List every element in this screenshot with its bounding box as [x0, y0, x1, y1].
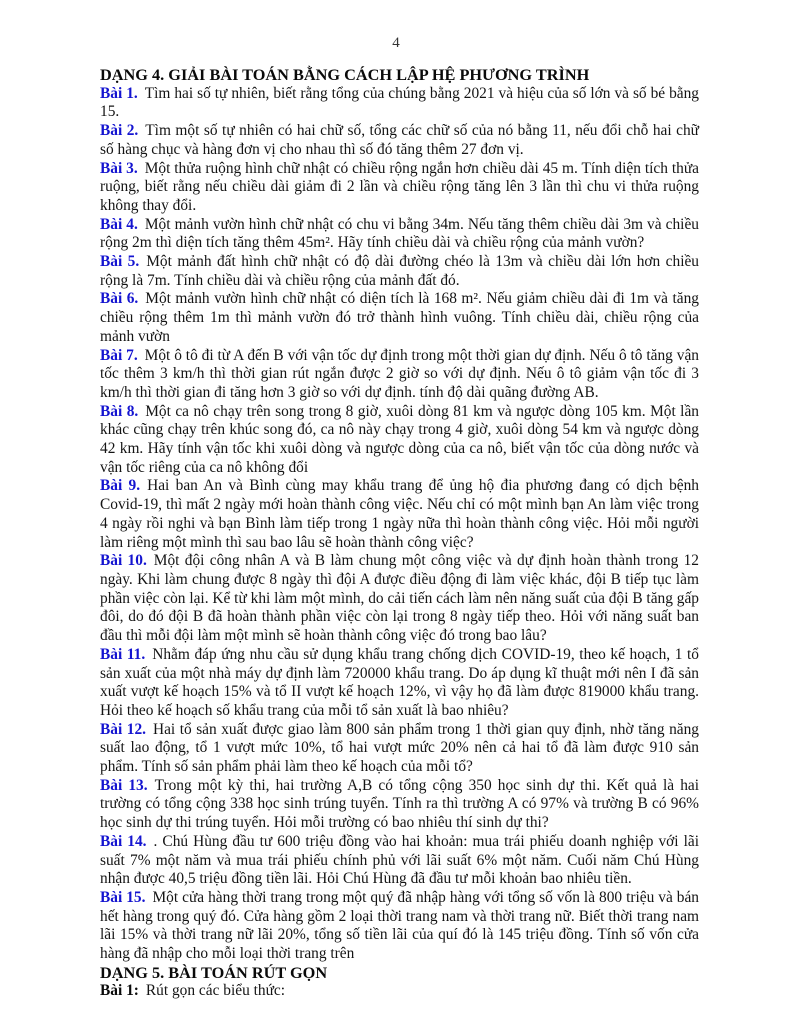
problem-text: Một cửa hàng thời trang trong một quý đã nhập hàng với tổng số vốn là 800 triệu và bán hết hàng trong quý đó. Cửa hàng gồm 2 loại thời trang nam và thời trang nữ. Biết thời trang nam lãi 15% và thời trang nữ lãi 20%, tổng số tiền lãi của quí đó là 145 triệu đồng. Tính số vốn cửa hàng đã nhập cho mỗi loại thời trang trên — [100, 888, 699, 963]
document-content — [100, 66, 699, 1001]
problem-label: Bài 3. — [100, 159, 138, 177]
problem-label: Bài 9. — [100, 477, 141, 495]
problem-text: Nhằm đáp ứng nhu cầu sử dụng khẩu trang chống dịch COVID-19, theo kế hoạch, 1 tổ sản xuất của một nhà máy dự định làm 720000 khẩu trang. Do áp dụng kĩ thuật mới nên I đã sản xuất vượt kế hoạch 15% và tổ II vượt kế hoạch 12%, vì vậy họ đã làm được 819000 khẩu trang. Hỏi theo kế hoạch số khẩu trang của mỗi tổ sản xuất là bao nhiêu? — [100, 645, 699, 719]
problem-paragraph — [100, 216, 699, 253]
problem-label: Bài 13. — [100, 776, 148, 794]
problem-paragraph — [100, 552, 699, 646]
problem-paragraph — [100, 721, 699, 777]
problem-label: Bài 5. — [100, 253, 140, 271]
problem-text: Một đội công nhân A và B làm chung một công việc và dự định hoàn thành trong 12 ngày. Khi làm chung được 8 ngày thì đội A được điều động đi làm việc khác, đội B tiếp tục làm phần việc còn lại. Kể từ khi làm một mình, do cải tiến cách làm nên năng suất của đội B tăng gấp đôi, do đó đội B đã hoàn thành phần việc còn lại trong 8 ngày tiếp theo. Hỏi với năng suất ban đầu thì mỗi đội làm một mình sẽ hoàn thành công việc đó trong bao lâu? — [100, 552, 700, 645]
problem-text: . Chú Hùng đầu tư 600 triệu đồng vào hai khoản: mua trái phiếu doanh nghiệp với lãi suất 7% một năm và mua trái phiếu chính phủ với lãi suất 6% một năm. Cuối năm Chú Hùng nhận được 40,5 triệu đồng tiền lãi. Hỏi Chú Hùng đã đầu tư mỗi khoản bao nhiêu tiền. — [100, 832, 699, 888]
problem-label: Bài 11. — [100, 645, 146, 663]
problem-paragraph — [100, 122, 699, 159]
problem-label: Bài 12. — [100, 720, 146, 738]
problem-label: Bài 1. — [100, 84, 138, 102]
problem-label: Bài 1: — [100, 982, 139, 1000]
problem-label: Bài 8. — [100, 402, 139, 420]
problem-label: Bài 14. — [100, 832, 147, 850]
problem-text: Một ô tô đi từ A đến B với vận tốc dự định trong một thời gian dự định. Nếu ô tô tăng vận tốc thêm 3 km/h thì thời gian rút ngắn được 2 giờ so với dự định. Nếu ô tô giảm vận tốc đi 3 km/h thì thời gian đi tăng hơn 3 giờ so với dự định. tính độ dài quãng đường AB. — [100, 346, 699, 401]
problem-text: Hai ban An và Bình cùng may khẩu trang để ủng hộ đia phương đang có dịch bệnh Covid-19, thì mất 2 ngày mới hoàn thành công việc. Nếu chỉ có một mình bạn An làm việc trong 4 ngày rồi nghi và bạn Bình làm tiếp trong 1 ngày nữa thì hoàn thành công việc. Hỏi mỗi người làm riêng một mình thì sau bao lâu sẽ hoàn thành công việc? — [100, 477, 699, 551]
problem-label: Bài 4. — [100, 215, 138, 233]
problem-label: Bài 10. — [100, 552, 147, 570]
problem-paragraph — [100, 253, 699, 290]
problem-paragraph — [100, 833, 699, 889]
problem-text: Rút gọn các biểu thức: — [145, 982, 286, 1000]
problem-paragraph — [100, 347, 699, 403]
problem-paragraph — [100, 646, 699, 721]
section-heading: DẠNG 4. GIẢI BÀI TOÁN BẰNG CÁCH LẬP HỆ PHƯƠNG TRÌNH — [100, 65, 590, 84]
problem-text: Trong một kỳ thi, hai trường A,B có tổng cộng 350 học sinh dự thi. Kết quả là hai trường có tổng cộng 338 học sinh trúng tuyển. Tính ra thì trường A có 97% và trường B có 96% học sinh dự thi trúng tuyển. Hỏi mỗi trường có bao nhiêu thí sinh dự thi? — [100, 776, 700, 832]
problem-text: Một thửa ruộng hình chữ nhật có chiều rộng ngắn hơn chiều dài 45 m. Tính diện tích thửa ruộng, biết rằng nếu chiều dài giảm đi 2 lần và chiều rộng tăng lên 3 lần thì chu vi thửa ruộng không thay đổi. — [100, 159, 699, 214]
problem-text: Tìm hai số tự nhiên, biết rằng tổng của chúng bằng 2021 và hiệu của số lớn và số bé bằng 15. — [100, 84, 699, 121]
problem-paragraph — [100, 290, 699, 346]
problem-paragraph — [100, 160, 699, 216]
problem-paragraph — [100, 777, 699, 833]
problem-text: Hai tổ sản xuất được giao làm 800 sản phẩm trong 1 thời gian quy định, nhờ tăng năng suất lao động, tổ 1 vượt mức 10%, tổ hai vượt mức 20% nên cả hai tổ đã làm được 910 sản phẩm. Tính số sản phẩm phải làm theo kế hoạch của mỗi tổ? — [100, 720, 699, 776]
problem-paragraph — [100, 982, 699, 1001]
problem-label: Bài 15. — [100, 888, 146, 906]
problem-label: Bài 7. — [100, 346, 138, 364]
problem-text: Một ca nô chạy trên song trong 8 giờ, xuôi dòng 81 km và ngược dòng 105 km. Một lần khác cũng chạy trên khúc song đó, ca nô này chạy trong 4 giờ, xuôi dòng 54 km và ngược dòng 42 km. Hãy tính vận tốc khi xuôi dòng và ngược dòng của ca nô, biết vận tốc của dòng nước và vận tốc riêng của ca nô không đổi — [100, 402, 699, 476]
problem-paragraph — [100, 403, 699, 478]
problem-paragraph — [100, 85, 699, 122]
problem-text: Một mảnh vườn hình chữ nhật có chu vi bằng 34m. Nếu tăng thêm chiều dài 3m và chiều rộng 2m thì diện tích tăng thêm 45m². Hãy tính chiều dài và chiều rộng của mảnh vườn? — [100, 215, 699, 252]
page-number: 4 — [392, 35, 400, 51]
problem-label: Bài 2. — [100, 122, 139, 140]
problem-label: Bài 6. — [100, 290, 139, 308]
problem-paragraph — [100, 477, 699, 552]
section-heading: DẠNG 5. BÀI TOÁN RÚT GỌN — [100, 962, 328, 982]
problem-paragraph — [100, 889, 699, 964]
problem-text: Một mảnh vườn hình chữ nhật có diện tích là 168 m². Nếu giảm chiều dài đi 1m và tăng chiều rộng thêm 1m thì mảnh vườn đó trở thành hình vuông. Tính chiều dài, chiều rộng của mảnh vườn — [100, 290, 699, 345]
problem-text: Một mảnh đất hình chữ nhật có độ dài đường chéo là 13m và chiều dài lớn hơn chiều rộng là 7m. Tính chiều dài và chiều rộng của mảnh đất đó. — [100, 253, 699, 289]
problem-text: Tìm một số tự nhiên có hai chữ số, tổng các chữ số của nó bằng 11, nếu đổi chỗ hai chữ số hàng chục và hàng đơn vị cho nhau thì số đó tăng thêm 27 đơn vị. — [100, 122, 699, 158]
